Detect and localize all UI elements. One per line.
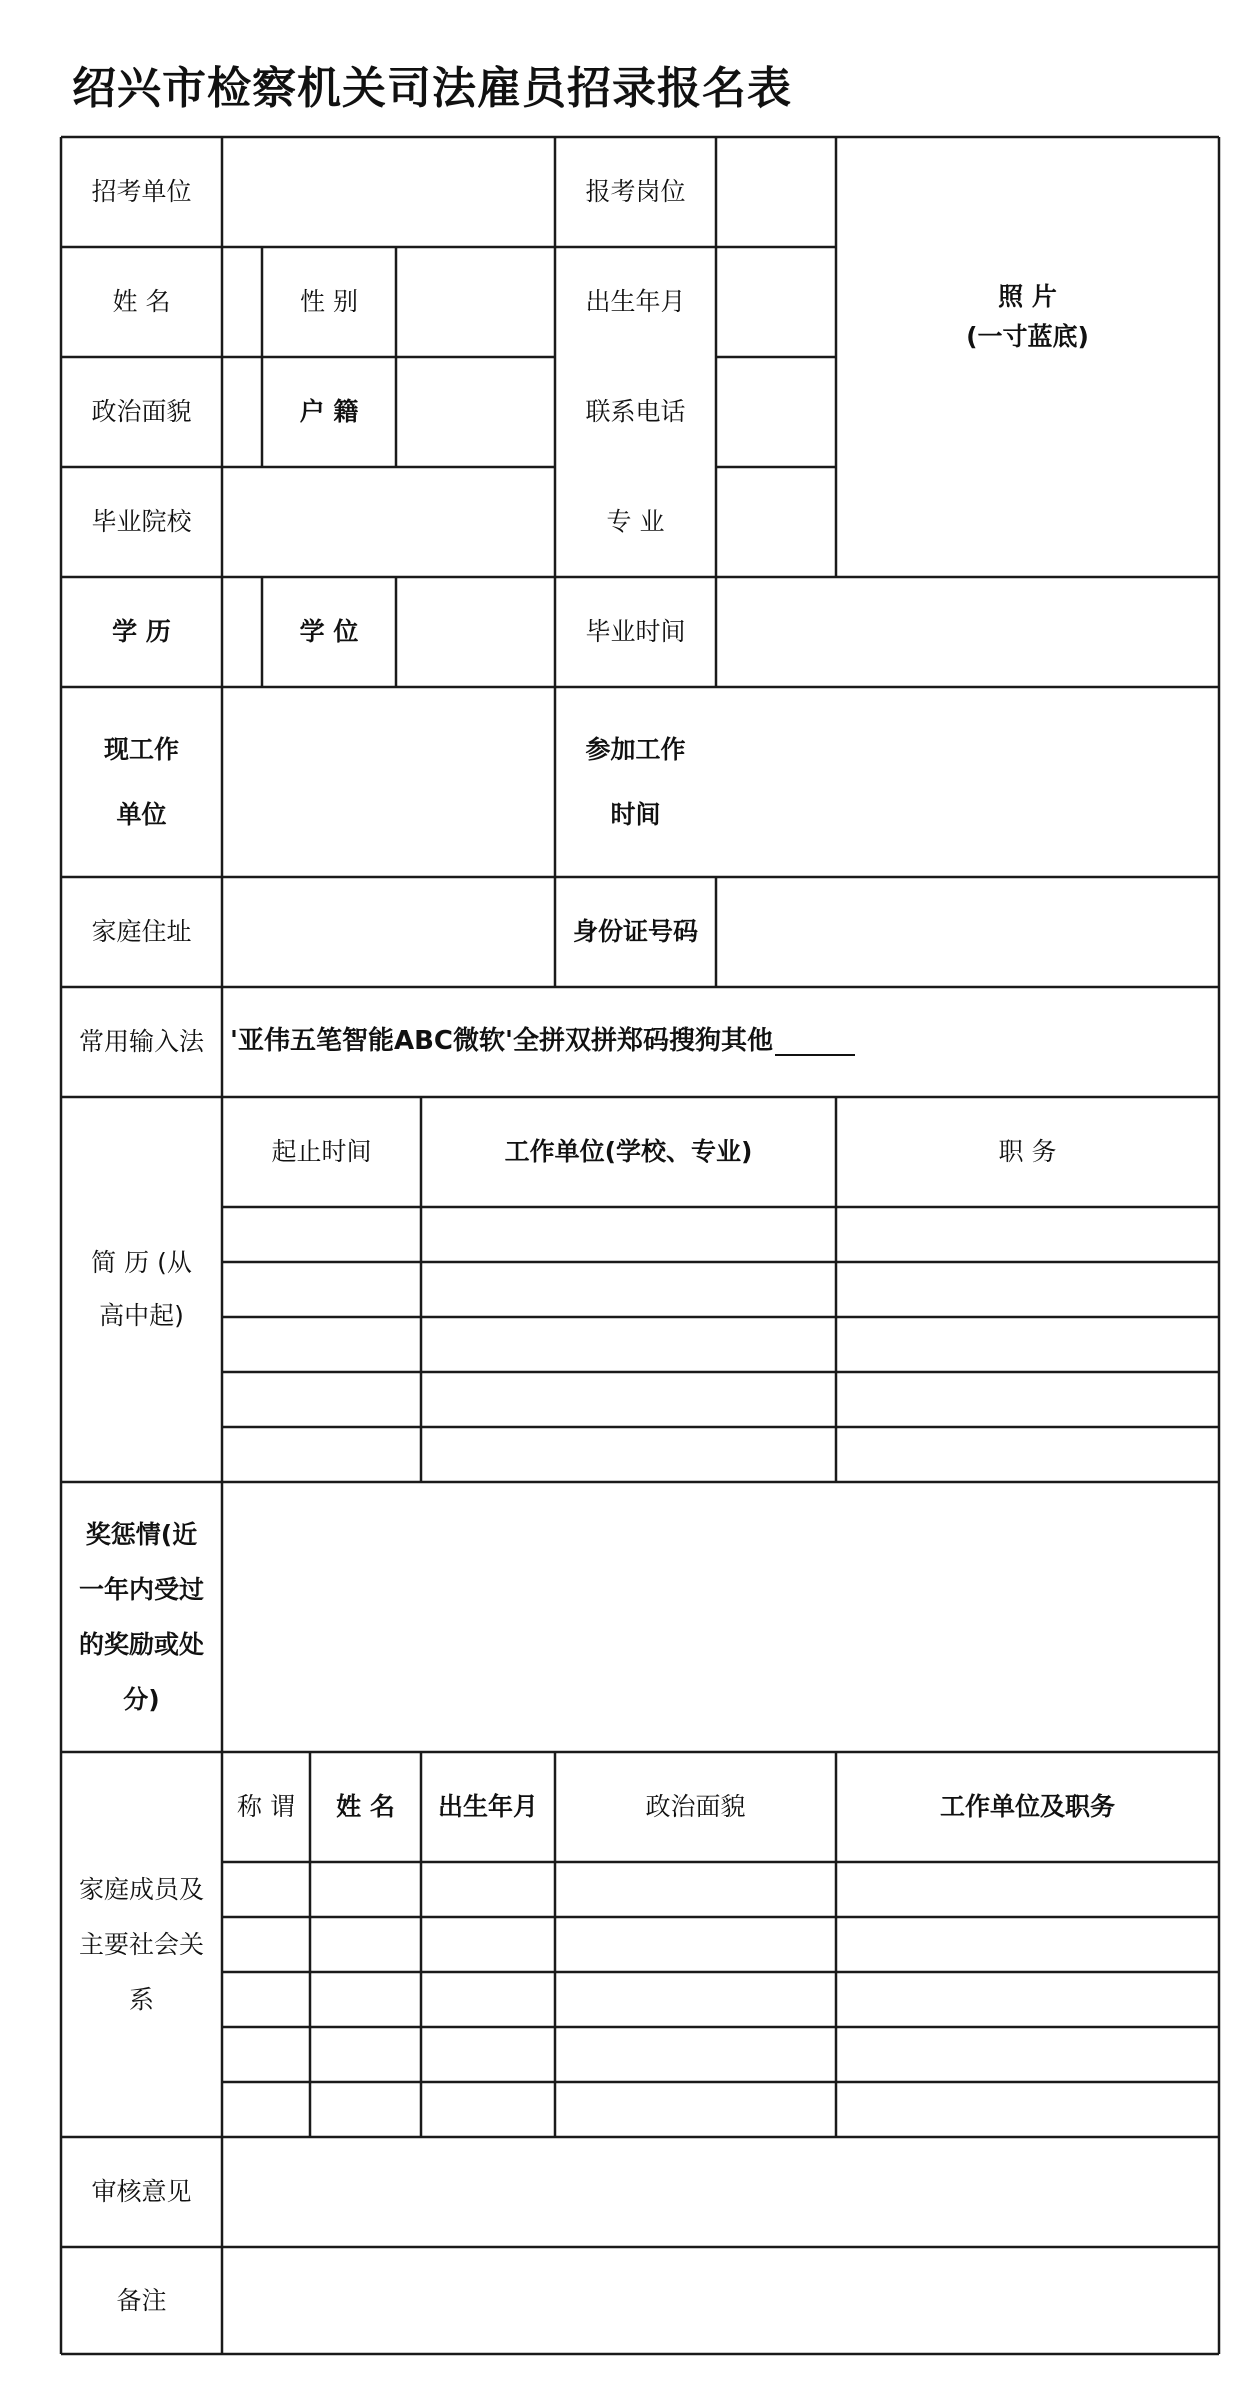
label-rewards-line2: 一年内受过 xyxy=(78,1575,204,1604)
label-family-line1: 家庭成员及 xyxy=(78,1875,204,1904)
rewards-punishments-field[interactable] xyxy=(222,1482,1219,1752)
applied-position-field[interactable] xyxy=(716,137,836,247)
label-family-members xyxy=(61,1752,222,2137)
family-header-political: 政治面貌 xyxy=(645,1792,746,1821)
label-major: 专 业 xyxy=(606,507,665,536)
label-input-method: 常用输入法 xyxy=(78,1027,204,1056)
family-header-relation: 称 谓 xyxy=(237,1792,295,1821)
recruiting-unit-field[interactable] xyxy=(222,137,555,247)
input-method-options-text: '亚伟五笔智能ABC微软'全拼双拼郑码搜狗其他 xyxy=(230,1026,773,1057)
photo-label: 照 片 xyxy=(998,282,1057,311)
resume-header-employer: 工作单位(学校、专业) xyxy=(504,1137,753,1166)
label-resume-line2: 高中起) xyxy=(99,1300,184,1330)
label-work-start-time-line2: 时间 xyxy=(610,800,661,829)
label-gender: 性 别 xyxy=(300,287,358,316)
label-current-employer-line1: 现工作 xyxy=(103,735,179,764)
label-graduation-time: 毕业时间 xyxy=(585,617,686,646)
label-resume-line1: 简 历 (从 xyxy=(91,1248,192,1277)
resume-rows[interactable] xyxy=(222,1207,1219,1482)
label-rewards-line1: 奖惩情(近 xyxy=(85,1520,198,1549)
gender-field[interactable] xyxy=(396,247,555,357)
birth-date-field[interactable] xyxy=(716,247,836,357)
name-field[interactable] xyxy=(222,247,262,357)
education-field[interactable] xyxy=(222,577,262,687)
form-title: 绍兴市检察机关司法雇员招录报名表 xyxy=(72,63,792,114)
photo-box[interactable] xyxy=(836,137,1219,577)
label-resume xyxy=(61,1097,222,1482)
phone-field[interactable] xyxy=(716,357,836,467)
label-current-employer-line2: 单位 xyxy=(116,800,167,829)
label-hukou: 户 籍 xyxy=(299,397,359,426)
label-degree: 学 位 xyxy=(299,617,359,646)
family-header-name: 姓 名 xyxy=(336,1792,395,1821)
current-employer-field[interactable] xyxy=(222,687,555,877)
input-method-other-blank[interactable] xyxy=(775,1028,855,1056)
label-id-number: 身份证号码 xyxy=(572,917,698,946)
label-education: 学 历 xyxy=(112,617,171,646)
label-family-line2: 主要社会关 xyxy=(78,1930,204,1959)
label-rewards-line3: 的奖励或处 xyxy=(78,1630,204,1659)
label-work-start-time-line1: 参加工作 xyxy=(585,735,686,764)
label-remarks: 备注 xyxy=(116,2285,167,2315)
label-applied-position: 报考岗位 xyxy=(585,177,686,206)
major-field[interactable] xyxy=(716,467,836,577)
label-phone: 联系电话 xyxy=(585,397,686,426)
label-recruiting-unit: 招考单位 xyxy=(91,177,192,206)
family-rows[interactable] xyxy=(222,1862,1219,2137)
resume-header-position: 职 务 xyxy=(998,1137,1057,1166)
label-review-opinion: 审核意见 xyxy=(91,2177,192,2206)
label-work-start-time xyxy=(555,687,716,877)
family-header-birth: 出生年月 xyxy=(437,1792,538,1821)
graduate-school-field[interactable] xyxy=(222,467,555,577)
id-number-field[interactable] xyxy=(716,877,1219,987)
label-name: 姓 名 xyxy=(112,287,171,316)
work-start-time-field[interactable] xyxy=(716,687,1219,877)
label-political-status: 政治面貌 xyxy=(91,397,192,426)
degree-field[interactable] xyxy=(396,577,555,687)
hukou-field[interactable] xyxy=(396,357,555,467)
label-home-address: 家庭住址 xyxy=(91,917,192,946)
family-header-employer: 工作单位及职务 xyxy=(939,1792,1115,1821)
label-rewards-punishments xyxy=(61,1482,222,1752)
remarks-field[interactable] xyxy=(222,2247,1219,2354)
review-opinion-field[interactable] xyxy=(222,2137,1219,2247)
graduation-time-field[interactable] xyxy=(716,577,1219,687)
label-birth-date: 出生年月 xyxy=(585,287,686,316)
photo-spec: (一寸蓝底) xyxy=(966,322,1089,351)
political-status-field[interactable] xyxy=(222,357,262,467)
label-current-employer xyxy=(61,687,222,877)
resume-header-period: 起止时间 xyxy=(271,1137,372,1166)
label-rewards-line4: 分) xyxy=(123,1685,160,1714)
label-graduate-school: 毕业院校 xyxy=(91,507,192,536)
home-address-field[interactable] xyxy=(222,877,555,987)
input-method-options[interactable] xyxy=(222,987,1219,1097)
label-family-line3: 系 xyxy=(128,1985,154,2014)
